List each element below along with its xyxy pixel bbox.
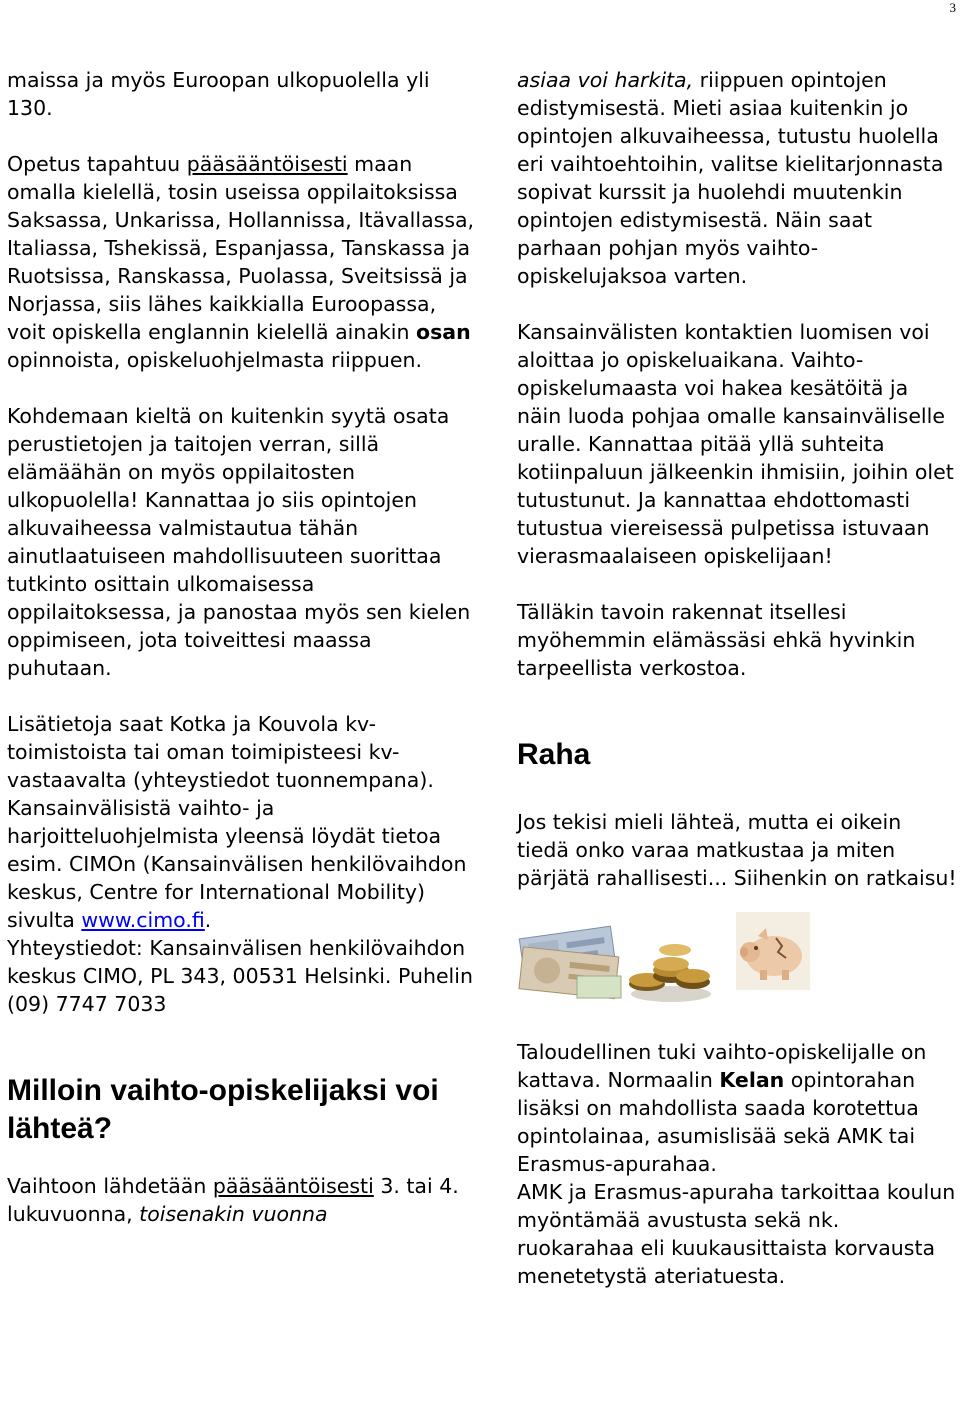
paragraph-contacts: Kansainvälisten kontaktien luomisen voi aloittaa jo opiskeluaikana. Vaihto-opiskelumaasta voi hakea kesätöitä ja näin luoda pohjaa omalle kansainväliselle uralle. Kannattaa pitää yllä suhteita kotiinpaluun jälkeenkin ihmisiin, joihin olet tutustunut. Ja kannattaa ehdottomasti tutustua viereisessä pulpetissa istuvaan vierasmaalaiseen opiskelijaan! bbox=[517, 320, 954, 568]
paragraph-when bbox=[7, 1172, 477, 1228]
underlined-text: pääsääntöisesti bbox=[186, 152, 348, 176]
right-column bbox=[517, 66, 957, 1290]
paragraph-contact: Yhteystiedot: Kansainvälisen henkilövaihdon keskus CIMO, PL 343, 00531 Helsinki. Puhelin (09) 7747 7033 bbox=[7, 936, 473, 1016]
text-segment: maan omalla kielellä, tosin useissa oppilaitoksissa Saksassa, Unkarissa, Hollannissa, Itävallassa, Italiassa, Tshekissä, Espanjassa, Tanskassa ja Ruotsissa, Ranskassa, Puolassa, Sveitsissä ja Norjassa, siis lähes kaikkialla Euroopassa, voit opiskella englannin kielellä ainakin bbox=[7, 152, 475, 344]
paragraph-consider bbox=[517, 66, 957, 290]
heading-when-to-go: Milloin vaihto-opiskelijaksi voi lähteä? bbox=[7, 1074, 439, 1145]
left-column bbox=[7, 66, 477, 1228]
bold-text: osan bbox=[416, 320, 471, 344]
text-segment: Taloudellinen tuki vaihto-opiskelijalle on kattava. Normaalin bbox=[517, 1040, 927, 1092]
paragraph-money-intro: Jos tekisi mieli lähteä, mutta ei oikein tiedä onko varaa matkustaa ja miten pärjätä rahallisesti... Siihenkin on ratkaisu! bbox=[517, 810, 957, 890]
text-segment: 3. tai 4. lukuvuonna, bbox=[7, 1174, 459, 1226]
page-number: 3 bbox=[949, 0, 956, 15]
text-segment: riippuen opintojen edistymisestä. Mieti asiaa kuitenkin jo opintojen alkuvaiheessa, tutustu huolella eri vaihtoehtoihin, valitse kielitarjonnasta sopivat kurssit ja huolehdi muutenkin opintojen edistymisestä. Näin saat parhaan pohjan myös vaihto-opiskelujaksoa varten. bbox=[517, 68, 944, 288]
paragraph-intro-continued: maissa ja myös Euroopan ulkopuolella yli 130. bbox=[7, 68, 430, 120]
text-segment: . bbox=[204, 908, 212, 932]
underlined-text: pääsääntöisesti bbox=[212, 1174, 374, 1198]
text-segment: Opetus tapahtuu bbox=[7, 152, 187, 176]
text-segment: opinnoista, opiskeluohjelmasta riippuen. bbox=[7, 348, 422, 372]
paragraph-language-skills: Kohdemaan kieltä on kuitenkin syytä osata perustietojen ja taitojen verran, sillä elämäähän on myös oppilaitosten ulkopuolella! Kannattaa jo siis opintojen alkuvaiheessa valmistautua tähän ainutlaatuiseen mahdollisuuteen suorittaa tutkinto osittain ulkomaisessa oppilaitoksessa, ja panostaa myös sen kielen oppimiseen, jota toiveittesi maassa puhutaan. bbox=[7, 404, 471, 680]
cimo-link[interactable]: www.cimo.fi bbox=[81, 908, 205, 932]
paragraph-teaching-language bbox=[7, 150, 477, 374]
banknotes-icon bbox=[517, 922, 625, 1009]
paragraph-network: Tälläkin tavoin rakennat itsellesi myöhemmin elämässäsi ehkä hyvinkin tarpeellista verkostoa. bbox=[517, 600, 916, 680]
text-segment: Kansainvälisistä vaihto- ja harjoitteluohjelmista yleensä löydät tietoa esim. CIMOn (Kansainvälisen henkilövaihdon keskus, Centre for International Mobility) sivulta bbox=[7, 796, 467, 932]
italic-text: asiaa voi harkita, bbox=[517, 68, 694, 92]
paragraph-grant: AMK ja Erasmus-apuraha tarkoittaa koulun myöntämää avustusta sekä nk. ruokarahaa eli kuukausittaista korvausta menetetystä ateriatuesta. bbox=[517, 1180, 956, 1288]
info-block bbox=[7, 710, 477, 1018]
paragraph-financial-support bbox=[517, 1038, 957, 1178]
piggy-bank-icon bbox=[736, 912, 810, 997]
coins-icon bbox=[625, 936, 717, 1013]
paragraph-more-info: Lisätietoja saat Kotka ja Kouvola kv-toimistoista tai oman toimipisteesi kv-vastaavalta (yhteystiedot tuonnempana). bbox=[7, 712, 434, 792]
heading-money: Raha bbox=[517, 738, 591, 771]
italic-text: toisenakin vuonna bbox=[139, 1202, 328, 1226]
bold-text: Kelan bbox=[719, 1068, 785, 1092]
text-segment: opintorahan lisäksi on mahdollista saada korotettua opintolainaa, asumislisää sekä AMK tai Erasmus-apurahaa. bbox=[517, 1068, 919, 1176]
paragraph-cimo bbox=[7, 794, 477, 934]
text-segment: Vaihtoon lähdetään bbox=[7, 1174, 213, 1198]
money-images bbox=[517, 922, 957, 1012]
